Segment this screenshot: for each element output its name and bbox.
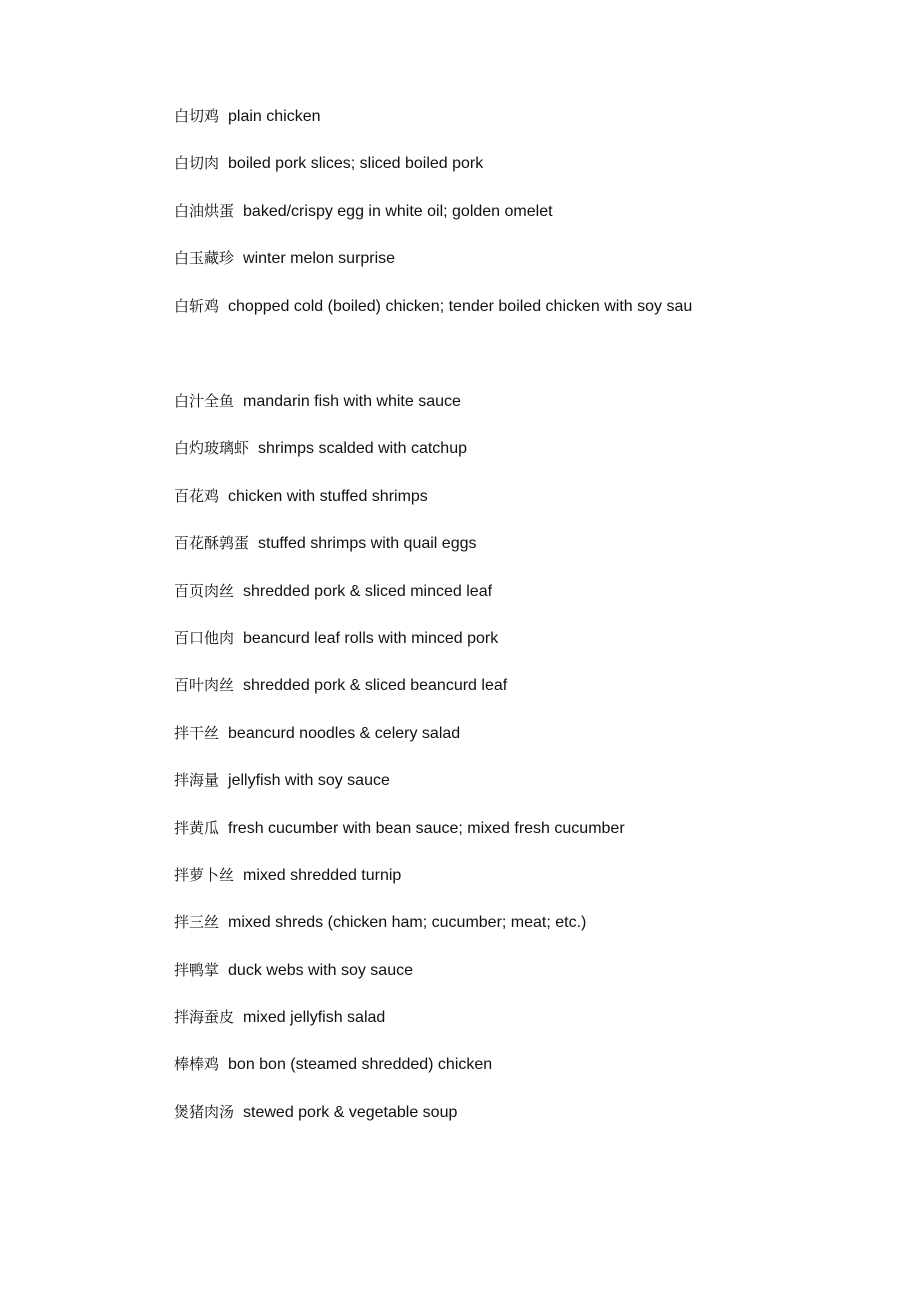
dish-english-name: stuffed shrimps with quail eggs bbox=[258, 535, 477, 553]
dish-chinese-name: 煲猪肉汤 bbox=[174, 1102, 235, 1121]
dish-chinese-name: 拌黄瓜 bbox=[174, 818, 220, 837]
list-item bbox=[174, 720, 894, 767]
menu-list-section-b bbox=[174, 388, 894, 1146]
list-item bbox=[174, 1004, 894, 1051]
dish-chinese-name: 拌三丝 bbox=[174, 913, 220, 932]
dish-chinese-name: 百花鸡 bbox=[174, 486, 220, 505]
list-item bbox=[174, 862, 894, 909]
dish-chinese-name: 百叶肉丝 bbox=[174, 676, 235, 695]
dish-chinese-name: 白斩鸡 bbox=[174, 296, 220, 315]
list-item bbox=[174, 483, 894, 530]
dish-chinese-name: 拌海量 bbox=[174, 771, 220, 790]
list-item bbox=[174, 435, 894, 482]
dish-chinese-name: 拌海蚕皮 bbox=[174, 1008, 235, 1027]
dish-chinese-name: 白汁全鱼 bbox=[174, 392, 235, 410]
dish-chinese-name: 拌鸭掌 bbox=[174, 960, 220, 979]
list-item bbox=[174, 103, 894, 150]
dish-english-name: chopped cold (boiled) chicken; tender boiled chicken with soy sau bbox=[228, 297, 693, 315]
dish-chinese-name: 百花酥鹑蛋 bbox=[174, 534, 250, 553]
list-item bbox=[174, 198, 894, 245]
list-item bbox=[174, 578, 894, 625]
dish-english-name: shredded pork & sliced minced leaf bbox=[243, 582, 493, 600]
list-item bbox=[174, 530, 894, 577]
list-item bbox=[174, 957, 894, 1004]
dish-chinese-name: 拌萝卜丝 bbox=[174, 865, 235, 884]
dish-english-name: chicken with stuffed shrimps bbox=[228, 487, 428, 505]
dish-english-name: shrimps scalded with catchup bbox=[258, 440, 467, 458]
list-item bbox=[174, 245, 894, 292]
list-item bbox=[174, 1099, 894, 1146]
dish-english-name: mandarin fish with white sauce bbox=[243, 393, 461, 410]
dish-chinese-name: 百页肉丝 bbox=[174, 581, 235, 600]
dish-chinese-name: 白切肉 bbox=[174, 154, 220, 173]
dish-chinese-name: 白灼玻璃虾 bbox=[174, 439, 250, 458]
list-item bbox=[174, 293, 894, 340]
dish-chinese-name: 白油烘蛋 bbox=[174, 201, 235, 220]
list-item bbox=[174, 815, 894, 862]
menu-list-section-a bbox=[174, 103, 894, 340]
dish-chinese-name: 白切鸡 bbox=[174, 107, 220, 125]
dish-chinese-name: 棒棒鸡 bbox=[174, 1055, 220, 1074]
dish-english-name: beancurd noodles & celery salad bbox=[228, 724, 461, 742]
dish-english-name: boiled pork slices; sliced boiled pork bbox=[228, 155, 484, 173]
dish-english-name: mixed shredded turnip bbox=[243, 866, 402, 884]
dish-english-name: baked/crispy egg in white oil; golden omelet bbox=[243, 202, 553, 220]
dish-english-name: plain chicken bbox=[228, 108, 321, 125]
dish-english-name: jellyfish with soy sauce bbox=[228, 772, 390, 790]
dish-english-name: duck webs with soy sauce bbox=[228, 961, 413, 979]
dish-english-name: fresh cucumber with bean sauce; mixed fresh cucumber bbox=[228, 819, 625, 837]
dish-english-name: mixed shreds (chicken ham; cucumber; meat; etc.) bbox=[228, 914, 587, 932]
dish-english-name: beancurd leaf rolls with minced pork bbox=[243, 629, 499, 647]
dish-chinese-name: 百口他肉 bbox=[174, 628, 235, 647]
dish-chinese-name: 拌干丝 bbox=[174, 723, 220, 742]
dish-english-name: winter melon surprise bbox=[243, 250, 396, 268]
dish-english-name: mixed jellyfish salad bbox=[243, 1009, 386, 1027]
list-item bbox=[174, 150, 894, 197]
list-item bbox=[174, 1051, 894, 1098]
dish-chinese-name: 白玉藏珍 bbox=[174, 249, 235, 268]
list-item bbox=[174, 672, 894, 719]
list-item bbox=[174, 909, 894, 956]
list-item bbox=[174, 625, 894, 672]
dish-english-name: shredded pork & sliced beancurd leaf bbox=[243, 677, 508, 695]
dish-english-name: bon bon (steamed shredded) chicken bbox=[228, 1056, 493, 1074]
list-item bbox=[174, 388, 894, 435]
dish-english-name: stewed pork & vegetable soup bbox=[243, 1103, 458, 1121]
list-item bbox=[174, 767, 894, 814]
